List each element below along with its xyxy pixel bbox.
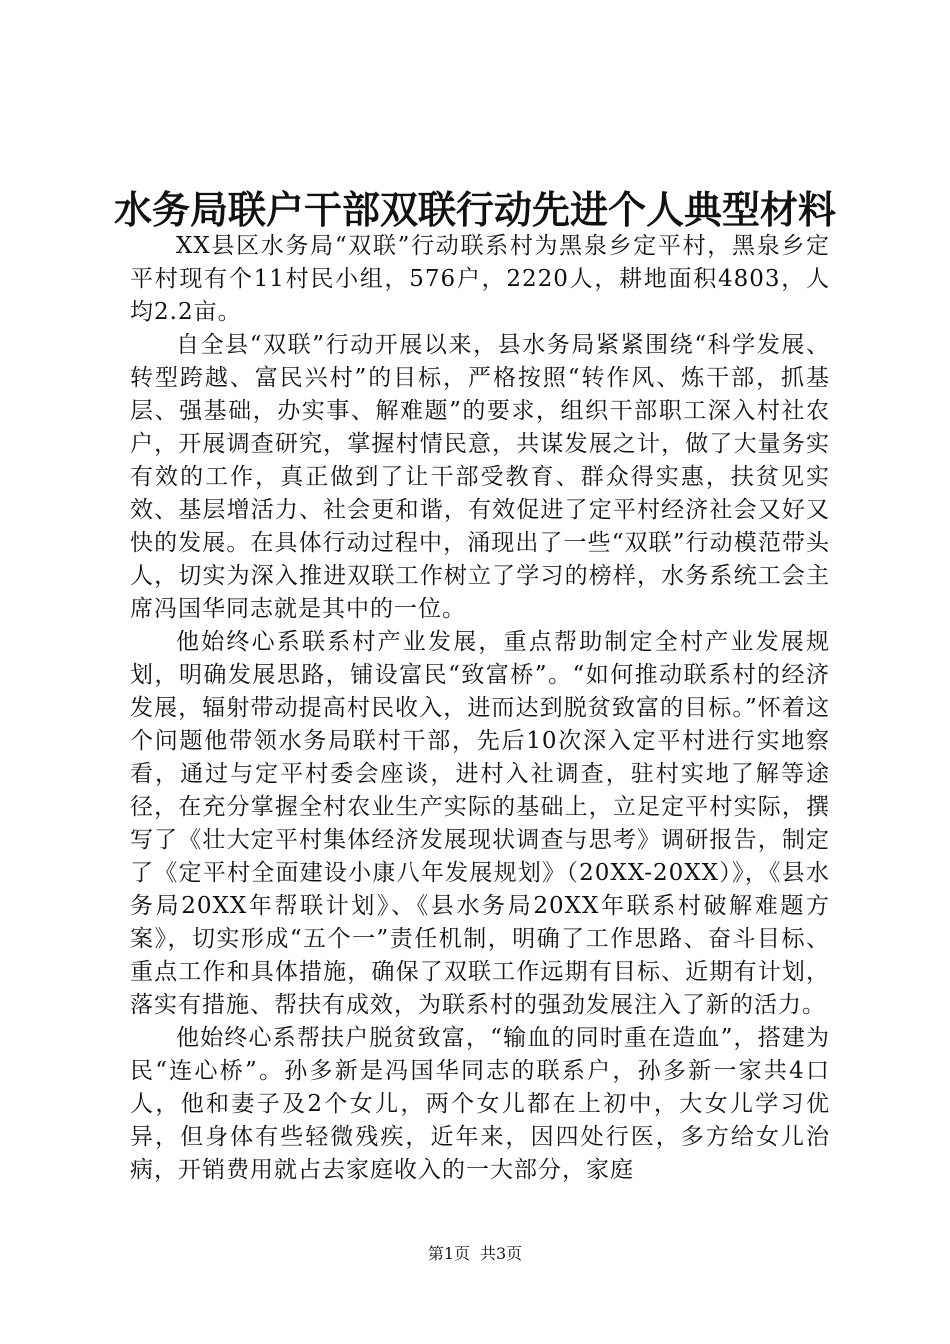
page-footer	[0, 1243, 950, 1265]
paragraph-4: 他始终心系帮扶户脱贫致富，“输血的同时重在造血”，搭建为民“连心桥”。孙多新是冯国华同志的联系户，孙多新一家共4口人，他和妻子及2个女儿，两个女儿都在上初中，大女儿学习优异，但身体有些轻微残疾，近年来，因四处行医，多方给女儿治病，开销费用就占去家庭收入的一大部分，家庭	[130, 1025, 830, 1183]
paragraph-2: 自全县“双联”行动开展以来，县水务局紧紧围绕“科学发展、转型跨越、富民兴村”的目标，严格按照“转作风、炼干部，抓基层、强基础，办实事、解难题”的要求，组织干部职工深入村社农户，开展调查研究，掌握村情民意，共谋发展之计，做了大量务实有效的工作，真正做到了让干部受教育、群众得实惠，扶贫见实效、基层增活力、社会更和谐，有效促进了定平村经济社会又好又快的发展。在具体行动过程中，涌现出了一些“双联”行动模范带头人，切实为深入推进双联工作树立了学习的榜样，水务系统工会主席冯国华同志就是其中的一位。	[130, 332, 830, 622]
paragraph-3: 他始终心系联系村产业发展，重点帮助制定全村产业发展规划，明确发展思路，铺设富民“致富桥”。“如何推动联系村的经济发展，辐射带动提高村民收入，进而达到脱贫致富的目标。”怀着这个问题他带领水务局联村干部，先后10次深入定平村进行实地察看，通过与定平村委会座谈，进村入社调查，驻村实地了解等途径，在充分掌握全村农业生产实际的基础上，立足定平村实际，撰写了《壮大定平村集体经济发展现状调查与思考》调研报告，制定了《定平村全面建设小康八年发展规划》（20XX-20XX）》，《县水务局20XX年帮联计划》、《县水务局20XX年联系村破解难题方案》，切实形成“五个一”责任机制，明确了工作思路、奋斗目标、重点工作和具体措施，确保了双联工作远期有目标、近期有计划，落实有措施、帮扶有成效，为联系村的强劲发展注入了新的活力。	[130, 629, 830, 1018]
document-title: 水务局联户干部双联行动先进个人典型材料	[113, 187, 836, 232]
page-number: 第1页	[427, 1244, 470, 1263]
page-total: 共3页	[480, 1244, 523, 1263]
paragraph-1: XX县区水务局“双联”行动联系村为黑泉乡定平村，黑泉乡定平村现有个11村民小组，576户，2220人，耕地面积4803，人均2.2亩。	[130, 233, 830, 325]
document-body	[130, 230, 830, 1187]
